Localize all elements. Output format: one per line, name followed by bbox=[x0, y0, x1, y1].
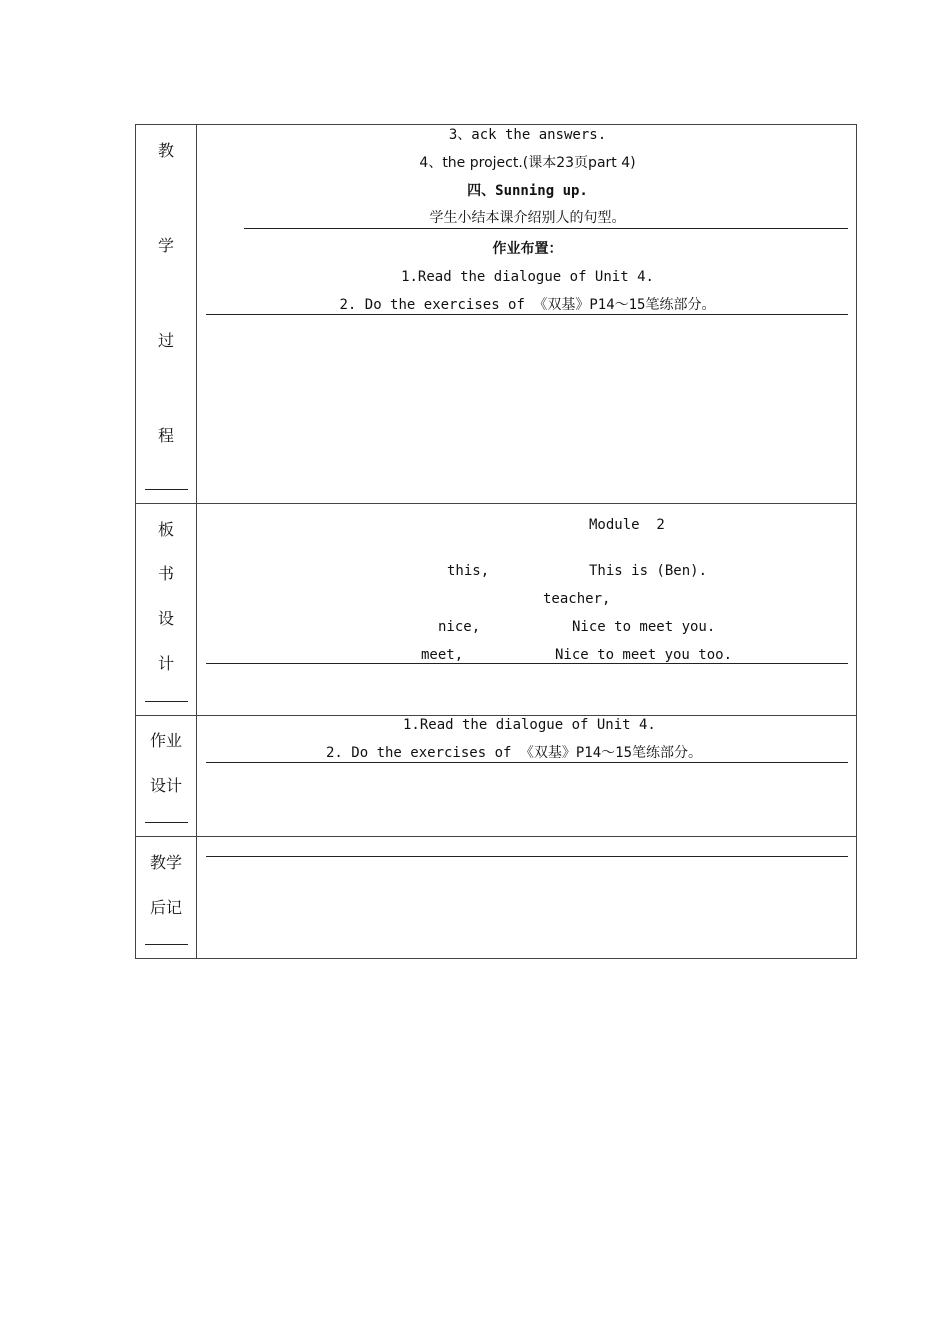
process-label-4: 程 bbox=[157, 426, 174, 445]
row-divider bbox=[136, 503, 856, 504]
board-label-3: 设 bbox=[157, 609, 174, 628]
board-sentence-nice: Nice to meet you. bbox=[572, 619, 716, 635]
label-underline bbox=[145, 822, 188, 823]
process-label-3: 过 bbox=[157, 331, 174, 350]
row-divider bbox=[136, 836, 856, 837]
text-underline bbox=[206, 762, 848, 763]
process-hw-line-1: 1.Read the dialogue of Unit 4. bbox=[401, 269, 654, 285]
board-word-this: this, bbox=[447, 563, 490, 579]
board-word-teacher: teacher, bbox=[543, 591, 611, 607]
process-label-2: 学 bbox=[157, 236, 174, 255]
text-underline bbox=[244, 228, 848, 229]
homework-label-1: 作业 bbox=[149, 731, 182, 750]
board-sentence-this: This is (Ben). bbox=[589, 563, 708, 579]
board-sentence-meet: Nice to meet you too. bbox=[555, 647, 733, 663]
process-line-summary: 学生小结本课介绍别人的句型。 bbox=[429, 210, 626, 226]
label-underline bbox=[145, 489, 188, 490]
board-word-meet: meet, bbox=[421, 647, 464, 663]
board-label-4: 计 bbox=[157, 654, 174, 673]
board-title: Module 2 bbox=[589, 517, 665, 533]
process-label-1: 教 bbox=[157, 141, 174, 160]
process-hw-line-2: 2. Do the exercises of 《双基》P14～15笔练部分。 bbox=[339, 297, 716, 313]
text-underline bbox=[206, 663, 848, 664]
board-label-2: 书 bbox=[157, 564, 174, 583]
homework-heading: 作业布置： bbox=[492, 241, 563, 257]
process-line-project: 4、the project.(课本23页part 4) bbox=[419, 155, 636, 171]
board-word-nice: nice, bbox=[438, 619, 481, 635]
homework-line-1: 1.Read the dialogue of Unit 4. bbox=[403, 717, 656, 733]
text-underline bbox=[206, 314, 848, 315]
text-underline bbox=[206, 856, 848, 857]
label-underline bbox=[145, 944, 188, 945]
homework-line-2: 2. Do the exercises of 《双基》P14～15笔练部分。 bbox=[326, 745, 703, 761]
process-line-summing: 四、Sunning up. bbox=[467, 183, 588, 199]
reflection-label-2: 后记 bbox=[149, 898, 182, 917]
homework-label-2: 设计 bbox=[149, 776, 182, 795]
lesson-plan-table bbox=[135, 124, 857, 959]
process-line-check: 3、ack the answers. bbox=[448, 127, 607, 143]
label-underline bbox=[145, 701, 188, 702]
board-label-1: 板 bbox=[157, 520, 174, 539]
reflection-label-1: 教学 bbox=[149, 853, 182, 872]
